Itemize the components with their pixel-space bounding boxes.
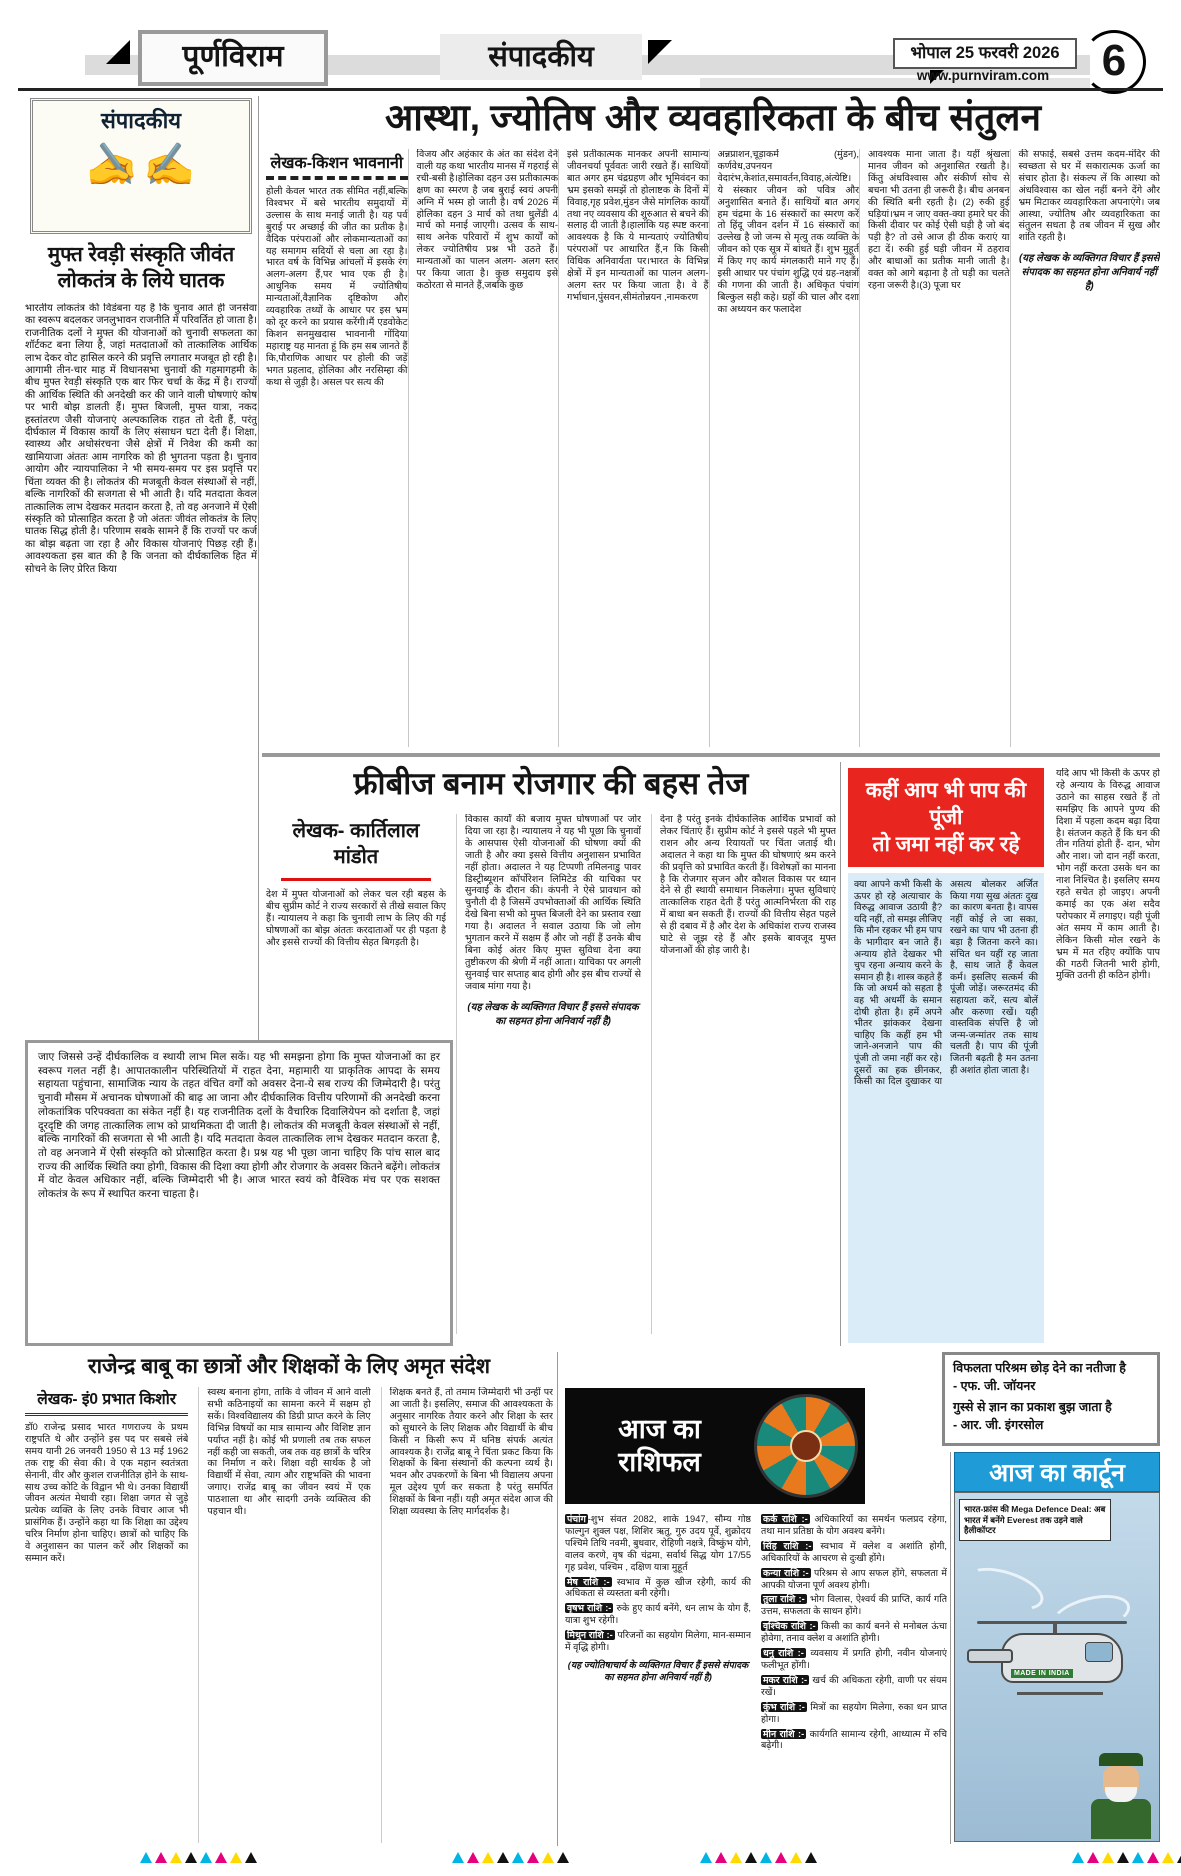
cartoon-caption: भारत-फ्रांस की Mega Defence Deal: अब भारत में बनेंगे Everest तक उड़ने वाले हैलीकॉप्टर bbox=[959, 1499, 1111, 1541]
panchang: पंचांग -शुभ संवत 2082, शाके 1947, सौम्य गोष्ठ फाल्गुन शुक्ल पक्ष, शिशिर ऋतु, गुरु उदय पूर्वे, शुक्रोदय पश्चिमे तिथि नवमी, बुधवार, रोहिणी नक्षत्रे, विष्कुंभ योगे, वालव करणे, वृष की चंद्रमा, सर्वार्थ सिद्ध योग 17/55 गृह प्रवेश, पश्चिम , दक्षिण यात्रा मुहूर्त bbox=[565, 1514, 751, 1572]
freebies-headline: फ्रीबीज बनाम रोजगार की बहस तेज bbox=[353, 766, 749, 801]
writing-hand-icon: ✍ bbox=[86, 141, 139, 188]
made-in-india-label: MADE IN INDIA bbox=[1011, 1669, 1073, 1678]
cartoon-title: आज का कार्टून bbox=[954, 1452, 1160, 1492]
rashifal-col2 bbox=[761, 1514, 947, 1844]
article-column bbox=[456, 814, 641, 1334]
print-registration-marks bbox=[700, 1852, 817, 1863]
cartoon-section bbox=[954, 1452, 1160, 1844]
rajendra-byline: लेखक- इं0 प्रभात किशोर bbox=[25, 1387, 188, 1416]
freebies-byline: लेखक- कार्तिलाल मांडोत bbox=[292, 820, 420, 868]
article-column bbox=[1010, 149, 1161, 747]
column-text: विकास कार्यों की बजाय मुफ्त घोषणाओं पर जोर दिया जा रहा है। न्यायालय ने यह भी पूछा कि चुनावों के आसपास ऐसी योजनाओं की घोषणा क्यों की जाती है और क्या इससे वित्तीय अनुशासन प्रभावित नहीं होता। अदालत ने यह टिप्पणी तमिलनाडु पावर डिस्ट्रीब्यूशन कॉर्पोरेशन लिमिटेड की याचिका पर सुनवाई के दौरान की। कंपनी ने ऐसे प्रावधान को चुनौती दी है जिसमें उपभोक्ताओं की आर्थिक स्थिति देखे बिना सभी को मुफ्त बिजली देने का प्रस्ताव रखा गया है। अदालत ने सवाल उठाया कि जो लोग भुगतान करने में सक्षम हैं और जो नहीं हैं उनके बीच बिना कोई अंतर किए मुफ्त सुविधा देना क्या तुष्टीकरण की श्रेणी में नहीं आता। याचिका पर अगली सुनवाई चार सप्ताह बाद होगी और इस बीच राज्यों से जवाब मांगा गया है। bbox=[465, 814, 641, 992]
rashifal-col1 bbox=[565, 1514, 751, 1844]
cartoon-image bbox=[954, 1492, 1160, 1842]
editorial-continuation: जाए जिससे उन्हें दीर्घकालिक व स्थायी लाभ मिल सकें। यह भी समझना होगा कि मुफ्त योजनाओं का हर स्वरूप गलत नहीं है। आपातकालीन परिस्थितियों में राहत देना, महामारी या प्राकृतिक आपदा के समय सहायता पहुंचाना, सामाजिक न्याय के तहत वंचित वर्गों को अवसर देना-ये सब राज्य की जिम्मेदारी है। परंतु चुनावी मौसम में अचानक घोषणाओं की बाढ़ आ जाना और दीर्घकालिक वित्तीय परिणामों की अनदेखी करना लोकतांत्रिक परिपक्वता का संकेत नहीं है। यह राजनीतिक दलों के वैचारिक दिवालियेपन को दर्शाता है, जहां दूरदृष्टि की जगह तात्कालिक लाभ को प्राथमिकता दी जाती है। लोकतंत्र की मजबूती केवल संस्थाओं से नहीं, बल्कि नागरिकों की सजगता से भी आती है। यदि मतदाता केवल तात्कालिक लाभ देखकर मतदान करता है, तो वह अनजाने में ऐसी संस्कृति को प्रोत्साहित करता है। प्रश्न यह भी पूछा जाना चाहिए कि पांच साल बाद राज्य की आर्थिक स्थिति क्या होगी, विकास की दिशा क्या होगी और रोजगार के अवसर कितने बढ़ेंगे। लोकतंत्र में वोट केवल अधिकार नहीं, बल्कि जिम्मेदारी भी है। आज भारत स्वयं को वैश्विक मंच पर एक सशक्त लोकतंत्र के रूप में स्थापित करना चाहता है। bbox=[25, 1040, 453, 1346]
sin-headline: कहीं आप भी पाप की पूंजी तो जमा नहीं कर रहे bbox=[848, 768, 1044, 867]
article-column bbox=[25, 1387, 188, 1843]
quote-text: विफलता परिश्रम छोड़ देने का नतीजा है bbox=[953, 1361, 1126, 1375]
helicopter-mast bbox=[1053, 1624, 1057, 1633]
editorial-title: मुफ्त रेवड़ी संस्कृति जीवंत लोकतंत्र के लिये घातक bbox=[47, 243, 235, 292]
editorial-illustration bbox=[30, 98, 252, 234]
editorial-body: भारतीय लोकतंत्र की विडंबना यह है कि चुनाव आते ही जनसेवा का स्वरूप बदलकर जनलुभावन राजनीति में परिवर्तित हो जाता है। राजनीतिक दलों ने मुफ्त की योजनाओं को चुनावी सफलता का शॉर्टकट बना लिया है, जहां मतदाताओं को तात्कालिक आर्थिक लाभ देकर वोट हासिल करने की प्रवृत्ति लगातार मजबूत हो रही है। आगामी तीन-चार माह में विधानसभा चुनावों की गहमागहमी के बीच मुफ्त रेवड़ी संस्कृति एक बार फिर चर्चा के केंद्र में है। राज्यों की आर्थिक स्थिति की अनदेखी कर की जाने वाली घोषणाएं कोष पर भारी बोझ डालती हैं। मुफ्त बिजली, मुफ्त यात्रा, नकद हस्तांतरण जैसी योजनाएं अल्पकालिक राहत तो देती हैं, परंतु दीर्घकाल में विकास कार्यों के लिए संसाधन घटा देती हैं। शिक्षा, स्वास्थ्य और अधोसंरचना जैसे क्षेत्रों में निवेश की कमी का खामियाजा अंततः आम नागरिक को ही भुगतना पड़ता है। चुनाव आयोग और न्यायपालिका ने भी समय-समय पर इस प्रवृत्ति पर चिंता व्यक्त की है। लोकतंत्र की मजबूती केवल संस्थाओं से नहीं, बल्कि नागरिकों की सजगता से भी आती है। यदि मतदाता केवल तात्कालिक लाभ देखकर मतदान करता है, तो वह अनजाने में ऐसी संस्कृति को प्रोत्साहित करता है जो अंततः जीवंत लोकतंत्र के लिए घातक सिद्ध होती है। परिणाम सबके सामने हैं कि राज्यों पर कर्ज का बोझ बढ़ता जा रहा है और विकास योजनाएं पिछड़ रही हैं। आवश्यकता इस बात की है कि जनता को दीर्घकालिक हित में सोचने के लिए प्रेरित किया bbox=[25, 303, 257, 575]
sin-body: क्या आपने कभी किसी के ऊपर हो रहे अत्याचार के विरुद्ध आवाज उठायी है? यदि नहीं, तो समझ लीजिए कि मौन रहकर भी हम पाप के भागीदार बन जाते हैं। अन्याय होते देखकर भी चुप रहना अन्याय करने के समान ही है। शास्त्र कहते हैं कि जो अधर्म को सहता है वह भी अधर्मी के समान दोषी होता है। हमें अपने भीतर झांककर देखना चाहिए कि कहीं हम भी जाने-अनजाने पाप की पूंजी तो जमा नहीं कर रहे। दूसरों का हक छीनकर, किसी का दिल दुखाकर या असत्य बोलकर अर्जित किया गया सुख अंततः दुख का कारण बनता है। वापस नहीं कोई ले जा सका, रखने का पाप भी उतना ही बड़ा है जितना करने का। संचित धन यहीं रह जाता है, साथ जाते हैं केवल कर्म। इसलिए सत्कर्म की पूंजी जोड़ें। जरूरतमंद की सहायता करें, सत्य बोलें और करुणा रखें। यही वास्तविक संपत्ति है जो जन्म-जन्मांतर तक साथ चलती है। पाप की पूंजी जितनी बढ़ती है मन उतना ही अशांत होता जाता है। bbox=[848, 873, 1044, 1343]
editorial-label: संपादकीय bbox=[100, 108, 182, 133]
rashi-entry: मिथुन राशि :- परिजनों का सहयोग मिलेगा, मान-सम्मान में वृद्धि होगी। bbox=[565, 1630, 751, 1653]
helicopter-skid bbox=[1017, 1692, 1103, 1695]
rajendra-article bbox=[25, 1352, 553, 1848]
rashi-entry: सिंह राशि :- स्वभाव में क्लेश व अशांति होगी, अधिकारियों के आचरण से दुःखी होंगे। bbox=[761, 1540, 947, 1563]
soldier-face bbox=[1103, 1766, 1139, 1796]
main-byline: लेखक-किशन भावनानी bbox=[270, 155, 404, 172]
corner-triangle-icon bbox=[648, 40, 672, 64]
helicopter-window bbox=[1085, 1642, 1113, 1662]
column-divider bbox=[557, 1352, 558, 1846]
rashi-entry: मेष राशि :- स्वभाव में कुछ खीज रहेगी, कार्य की अधिकता से व्यस्तता बनी रहेगी। bbox=[565, 1576, 751, 1599]
rashi-entry: कन्या राशि :- परिश्रम से आप सफल होंगे, सफलता में आपकी योजना पूर्ण अवश्य होगी। bbox=[761, 1567, 947, 1590]
column-text: की सफाई, सबसे उत्तम कदम-मंदिर की स्वच्छता से घर में सकारात्मक ऊर्जा का संचार होता है। संकल्प लें कि आस्था को अंधविश्वास का खेल नहीं बनने देंगे और भ्रम मिटाकर व्यवहारिकता अपनाएंगे। जब आस्था, ज्योतिष और व्यवहारिकता का संतुलन सधता है तब जीवन में सुख और शांति रहती है। bbox=[1018, 149, 1160, 244]
helicopter-tail bbox=[967, 1649, 1013, 1663]
rashi-entry: वृश्चिक राशि :- किसी का कार्य बनने से मनोबल ऊंचा होवेगा, तनाव क्लेश व अशांति होगी। bbox=[761, 1621, 947, 1644]
sin-left-block bbox=[848, 768, 1044, 1343]
edition-date: भोपाल 25 फरवरी 2026 bbox=[893, 38, 1077, 69]
article-column bbox=[266, 814, 446, 1082]
quote-author: - एफ. जी. जॉयनर bbox=[953, 1379, 1036, 1393]
column-text: इसे प्रतीकात्मक मानकर अपनी सामान्य जीवनचर्या पूर्ववतः जारी रखते हैं। साथियों बात अगर हम चंद्रग्रहण और भूमिवंदन का भ्रम इसको समझें तो होलाष्टक के दिनों में विवाह,गृह प्रवेश,मुंडन जैसे मांगलिक कार्यों तथा नए व्यवसाय की शुरुआत से बचने की सलाह दी जाती है।हालांकि यह स्पष्ट करना आवश्यक है कि ये मान्यताएं ज्योतिषीय परंपराओं पर आधारित हैं,न कि किसी विधिक अनिवार्यता पर।भारत के विभिन्न क्षेत्रों में इन मान्यताओं का पालन अलग- अलग स्तर पर किया जाता है। वे हैं गर्भाधान,पुंसवन,सीमंतोन्नयन ,नामकरण bbox=[558, 149, 709, 747]
sin-right-column: यदि आप भी किसी के ऊपर हो रहे अन्याय के विरुद्ध आवाज उठाने का साहस रखते हैं तो समझिए कि आपने पुण्य की दिशा में पहला कदम बढ़ा दिया है। संतजन कहते हैं कि धन की तीन गतियां होती हैं- दान, भोग और नाश। जो दान नहीं करता, भोग नहीं करता उसके धन का नाश निश्चित है। इसलिए समय रहते सचेत हो जाइए। अपनी कमाई का एक अंश सदैव परोपकार में लगाइए। यही पूंजी अंत समय में काम आती है। लेकिन किसी मोल रखने के भ्रम में मत रहिए क्योंकि पाप की गठरी जितनी भारी होगी, मुक्ति उतनी ही कठिन होगी। bbox=[1056, 768, 1160, 982]
rashifal-section bbox=[563, 1386, 947, 1846]
print-registration-marks bbox=[452, 1852, 569, 1863]
article-column bbox=[266, 149, 408, 747]
main-headline: आस्था, ज्योतिष और व्यवहारिकता के बीच संतुलन bbox=[385, 97, 1041, 138]
print-registration-marks bbox=[140, 1852, 257, 1863]
column-text: विजय और अहंकार के अंत का संदेश देने वाली यह कथा भारतीय मानस में गहराई से रची-बसी है।होलिका दहन उस प्रतीकात्मक क्षण का स्मरण है जब बुराई स्वयं अपनी अग्नि में भस्म हो जाती है। वर्ष 2026 में होलिका दहन 3 मार्च को तथा धुलेंडी 4 मार्च को मनाई जाएगी। उत्सव के साथ-साथ अनेक परिवारों में शुभ कार्यों को लेकर ज्योतिषीय प्रश्न भी उठते हैं। मान्यताओं का पालन अलग- अलग स्तर पर किया जाता है। कुछ समुदाय इसे कठोरता से मानते हैं,जबकि कुछ bbox=[408, 149, 559, 747]
author-disclaimer: (यह लेखक के व्यक्तिगत विचार हैं इससे संपादक का सहमत होना अनिवार्य नहीं है) bbox=[467, 1001, 639, 1027]
rajendra-headline: राजेन्द्र बाबू का छात्रों और शिक्षकों के लिए अमृत संदेश bbox=[88, 1355, 490, 1378]
rashifal-header bbox=[565, 1388, 865, 1504]
rashi-entry: तुला राशि :- भोग विलास, ऐश्वर्य की प्राप्ति, कार्य गति उत्तम, सफलता के साधन होंगे। bbox=[761, 1594, 947, 1617]
column-divider bbox=[950, 1452, 951, 1844]
column-text: शिक्षक बनते हैं, तो तमाम जिम्मेदारी भी उन्हीं पर आ जाती है। इसलिए, समाज की आवश्यकता के अनुसार नागरिक तैयार करने और शिक्षा के स्तर को सुधारने के लिए शिक्षक और विद्यार्थी के बीच किसी न किसी रूप में घनिष्ठ संपर्क अत्यंत आवश्यक है। राजेंद्र बाबू ने चिंता प्रकट किया कि शिक्षकों के बिना संस्थानों की कल्पना व्यर्थ है। भवन और उपकरणों के बिना भी विद्यालय अपना मूल उद्देश्य पूर्ण कर सकता है परंतु समर्पित शिक्षकों के बिना नहीं। यही अमृत संदेश आज की शिक्षा व्यवस्था के लिए मार्गदर्शक है। bbox=[381, 1387, 553, 1843]
website-link[interactable]: www.purnviram.com bbox=[916, 68, 1050, 83]
author-disclaimer: (यह लेखक के व्यक्तिगत विचार हैं इससे संपादक का सहमत होना अनिवार्य नहीं है) bbox=[1018, 253, 1160, 293]
newspaper-logo: पूर्णविराम bbox=[138, 30, 328, 86]
zodiac-wheel-icon bbox=[754, 1394, 858, 1498]
rashi-entry: कर्क राशि :- अधिकारियों का समर्थन फलप्रद रहेगा, तथा मान प्रतिष्ठा के योग अवश्य बनेंगे। bbox=[761, 1514, 947, 1536]
writing-hand-icon: ✍ bbox=[143, 141, 196, 188]
rashi-entry: मकर राशि :- खर्च की अधिकता रहेगी, वाणी पर संयम रखें। bbox=[761, 1674, 947, 1697]
column-divider bbox=[258, 96, 259, 1040]
column-text: अन्नप्राशन,चूड़ाकर्म (मुंडन), कर्णवेध,उपनयन वेदारंभ,केशांत,समावर्तन,विवाह,अंत्येष्टि। ये संस्कार जीवन को पवित्र और अनुशासित बनाते हैं। साथियों बात अगर हम चंद्रमा के 16 संस्कारों का स्मरण करें तो हिंदू जीवन दर्शन में 16 संस्कारों का उल्लेख है जो जन्म से मृत्यु तक व्यक्ति के जीवन को एक सूत्र में बांधते हैं। शुभ मुहूर्त में किए गए कार्य मंगलकारी माने गए हैं। इसी आधार पर पंचांग शुद्धि एवं ग्रह-नक्षत्रों की गणना की जाती है। अधिकृत पंचांग बिल्कुल सही कहे। ग्रहों की चाल और दशा का अध्ययन कर फलादेश bbox=[709, 149, 860, 747]
rashi-entry: मीन राशि :- कार्यगति सामान्य रहेगी, आध्यात्म में रुचि बढ़ेगी। bbox=[761, 1728, 947, 1751]
print-registration-marks bbox=[1072, 1852, 1181, 1863]
wind-swirl-icon bbox=[961, 1560, 1048, 1619]
column-text: डॉ0 राजेन्द्र प्रसाद भारत गणराज्य के प्रथम राष्ट्रपति थे और उन्होंने इस पद पर सबसे लंबे समय यानी 26 जनवरी 1950 से 13 मई 1962 तक राष्ट्र की सेवा की। वे एक महान स्वतंत्रता सेनानी, वीर और कुशल राजनीतिज्ञ होने के साथ-साथ उच्च कोटि के विद्वान भी थे। उनका विद्यार्थी जीवन अत्यंत मेधावी रहा। शिक्षा जगत से जुड़े प्रत्येक व्यक्ति के लिए उनके विचार आज भी प्रासंगिक हैं। उन्होंने कहा था कि शिक्षा का उद्देश्य चरित्र निर्माण होना चाहिए। छात्रों को चाहिए कि वे अनुशासन का पालन करें और शिक्षकों का सम्मान करें। bbox=[25, 1422, 189, 1564]
page-number: 6 bbox=[1082, 30, 1146, 94]
byline-rule bbox=[266, 176, 408, 180]
quotes-box bbox=[942, 1352, 1160, 1446]
freebies-article bbox=[266, 762, 836, 1346]
sin-article bbox=[848, 762, 1160, 1346]
column-text: आवश्यक माना जाता है। यहीं श्रृंखला मानव जीवन को अनुशासित रखती है। किंतु अंधविश्वास और संकीर्ण सोच से बचना भी उतना ही जरूरी है। बीच अनबन की स्थिति बनी रहती है। (2) रुकी हुई घड़ियां।भ्रम न जाए वक्त-क्या हमारे घर की किसी दीवार पर कोई ऐसी घड़ी है जो बंद पड़ी है? तो उसे आज ही ठीक कराएं या हटा दें। रुकी हुई घड़ी जीवन में ठहराव और बाधाओं का प्रतीक मानी जाती है। वक्त को आगे बढ़ाना है तो घड़ी का चलते रहना जरूरी है।(3) पूजा घर bbox=[859, 149, 1010, 747]
column-text: स्वस्थ बनाना होगा, ताकि वे जीवन में आने वाली सभी कठिनाइयों का सामना करने में सक्षम हो सकें। विश्वविद्यालय की डिग्री प्राप्त करने के लिए विभिन्न विषयों का मात्र सामान्य और विशिष्ट ज्ञान पर्याप्त नहीं है। कोई भी प्रणाली तब तक सफल नहीं कही जा सकती, जब तक वह छात्रों के चरित्र का निर्माण न करे। शिक्षा वही सार्थक है जो विद्यार्थी में सेवा, त्याग और राष्ट्रभक्ति की भावना जगाए। राजेंद्र बाबू का जीवन स्वयं में एक पाठशाला था और सादगी उनके व्यक्तित्व की पहचान थी। bbox=[198, 1387, 370, 1843]
section-title: संपादकीय bbox=[440, 34, 642, 80]
rashi-entry: कुंभ राशि :- मित्रों का सहयोग मिलेगा, रुका धन प्राप्त होगा। bbox=[761, 1701, 947, 1724]
quote-text: गुस्से से ज्ञान का प्रकाश बुझ जाता है bbox=[953, 1400, 1112, 1414]
column-divider bbox=[840, 762, 841, 1346]
soldier-torso bbox=[1091, 1799, 1151, 1839]
column-text: होली केवल भारत तक सीमित नहीं,बल्कि विश्वभर में बसे भारतीय समुदायों में उल्लास के साथ मनाई जाती है। यह पर्व बुराई पर अच्छाई की जीत का प्रतीक है। वैदिक परंपराओं और लोकमान्यताओं का यह समागम सदियों से चला आ रहा है। भारत वर्ष के विभिन्न आंचलों में इसके रंग अलग-अलग हैं,पर भाव एक ही है। आधुनिक समय में ज्योतिषीय मान्यताओं,वैज्ञानिक दृष्टिकोण और व्यवहारिक तथ्यों के आधार पर इस भ्रम को दूर करने का प्रयास करेंगी।मैं एडवोकेट किशन सनमुखदास भावनानी गोंदिया महाराष्ट्र यह मानता हूं कि हम सब जानते हैं कि,पौराणिक आधार पर होली की जड़ें भगत प्रहलाद, होलिका और नरसिम्हा की कथा से जुड़ी है। असल पर सत्य की bbox=[266, 186, 408, 388]
corner-triangle-icon bbox=[106, 40, 130, 64]
masthead-rule bbox=[18, 88, 1163, 91]
soldier-cap bbox=[1099, 1753, 1143, 1766]
column-text: देना है परंतु इनके दीर्घकालिक आर्थिक प्रभावों को लेकर चिंताएं हैं। सुप्रीम कोर्ट ने इससे पहले भी मुफ्त राशन और अन्य रियायतों पर चिंता जताई थी। अदालत ने कहा था कि मुफ्त की घोषणाएं श्रम करने की प्रवृत्ति को प्रभावित करती हैं। विशेषज्ञों का मानना है कि रोजगार सृजन और कौशल विकास पर ध्यान देने से ही स्थायी समाधान निकलेगा। मुफ्त सुविधाएं तात्कालिक राहत देती हैं परंतु आत्मनिर्भरता की राह में बाधा बन सकती हैं। राज्यों की वित्तीय सेहत पहले से ही दबाव में है और देश के अधिकांश राज्य राजस्व घाटे से जूझ रहे हैं और इसके बावजूद मुफ्त योजनाओं की होड़ जारी है। bbox=[651, 814, 836, 1334]
rashifal-body bbox=[565, 1514, 947, 1844]
rashi-entry: वृषभ राशि :- रुके हुए कार्य बनेंगे, धन लाभ के योग हैं, यात्रा शुभ रहेगी। bbox=[565, 1603, 751, 1626]
byline-rule bbox=[281, 878, 431, 881]
astrologer-disclaimer: (यह ज्योतिषाचार्य के व्यक्तिगत विचार हैं इससे संपादक का सहमत होना अनिवार्य नहीं है) bbox=[567, 1659, 749, 1682]
column-text: देश में मुफ्त योजनाओं को लेकर चल रही बहस के बीच सुप्रीम कोर्ट ने राज्य सरकारों से तीखे सवाल किए हैं। न्यायालय ने कहा कि चुनावी लाभ के लिए की गई घोषणाओं का बोझ अंततः करदाताओं पर ही पड़ता है और इससे राज्यों की वित्तीय सेहत बिगड़ती है। bbox=[266, 889, 446, 948]
main-article bbox=[266, 95, 1160, 753]
quote-author: - आर. जी. इंगरसोल bbox=[953, 1418, 1044, 1432]
soldier-figure bbox=[1089, 1753, 1153, 1839]
helicopter-body bbox=[1001, 1633, 1123, 1683]
helicopter-icon bbox=[1001, 1621, 1127, 1695]
editorial-column bbox=[25, 96, 257, 1038]
section-divider bbox=[262, 753, 1160, 757]
helicopter-rotor bbox=[977, 1621, 1127, 1624]
rashifal-title: आज का राशिफल bbox=[618, 1414, 701, 1477]
zodiac-wheel-hub bbox=[790, 1430, 822, 1462]
rashi-entry: धनु राशि :- व्यवसाय में प्रगति होगी, नवीन योजनाएं फलीभूत होंगी। bbox=[761, 1648, 947, 1670]
